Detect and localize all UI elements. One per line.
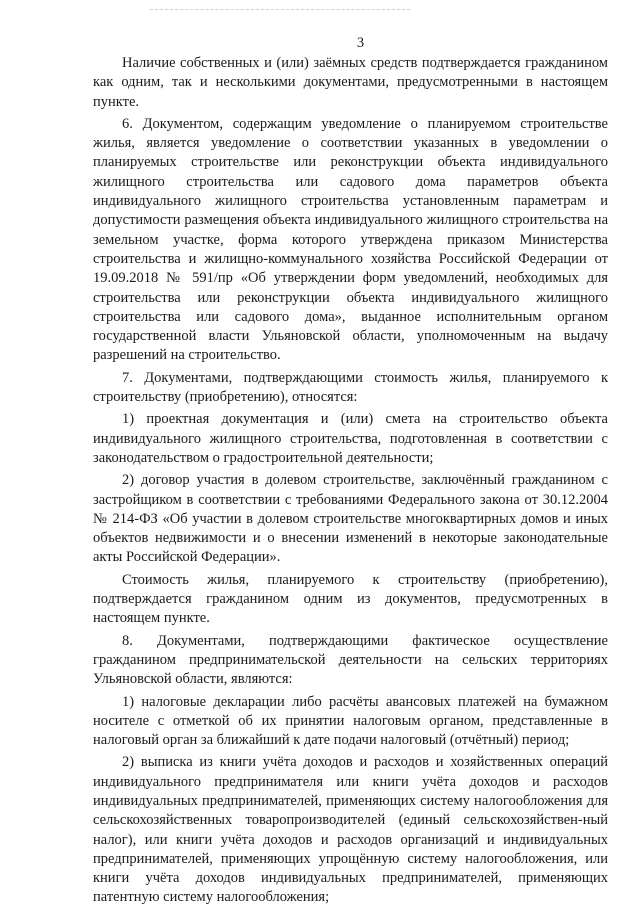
paragraph-housing-cost: Стоимость жилья, планируемого к строительству (приобретению), подтверждается гражданином одним из документов, предусмотренных в настоящем пункте. — [93, 571, 608, 627]
paragraph-own-funds: Наличие собственных и (или) заёмных средств подтверждается гражданином как одним, так и несколькими документами, предусмотренными в настоящем пункте. — [93, 55, 608, 110]
paragraph-item-8: 8. Документами, подтверждающими фактическое осуществление гражданином предпринимательской деятельности на сельских территориях Ульяновской области, являются: — [93, 632, 608, 688]
paragraph-item-7-sub-1: 1) проектная документация и (или) смета на строительство объекта индивидуального жилищного строительства, подготовленная в соответствии с законодательством о градостроительной деятельности; — [93, 411, 608, 466]
paragraph-item-8-sub-2: 2) выписка из книги учёта доходов и расходов и хозяйственных операций индивидуального предпринимателя или книги учёта доходов и расходов индивидуальных предпринимателей, применяющих систему налогообложения для сельскохозяйственных товаропроизводителей (единый сельскохозяйствен-ный налог), или книги учёта доходов и расходов организаций и индивидуальных предпринимателей, применяющих упрощённую систему налогообложения, или книги учёта доходов индивидуальных предпринимателей, применяющих патентную систему налогообложения; — [93, 754, 608, 906]
paragraph-item-8-sub-1: 1) налоговые декларации либо расчёты авансовых платежей на бумажном носителе с отметкой об их принятии налоговым органом, представленные в налоговый орган за ближайший к дате подачи налоговый (отчётный) период; — [93, 693, 608, 749]
paragraph-item-7-sub-2: 2) договор участия в долевом строительстве, заключённый гражданином с застройщиком в соответствии с требованиями Федерального закона от 30.12.2004 № 214-ФЗ «Об участии в долевом строительстве многоквартирных домов и иных объектов недвижимости и о внесении изменений в некоторые законодательные акты Российской Федерации». — [93, 472, 608, 566]
scan-artifact-line — [150, 9, 410, 10]
paragraph-item-6: 6. Документом, содержащим уведомление о планируемом строительстве жилья, является уведомление о соответствии указанных в уведомлении о планируемых строительстве или реконструкции объекта индивидуального жилищного строительства или садового дома параметров объекта индивидуального жилищного строительства установленным параметрам и допустимости размещения объекта индивидуального жилищного строительства на земельном участке, форма которого утверждена приказом Министерства строительства и жилищно-коммунального хозяйства Российской Федерации от 19.09.2018 № 591/пр «Об утверждении форм уведомлений, необходимых для строительства или реконструкции объекта индивидуального жилищного строительства или садового дома», выданное исполнительным органом государственной власти Ульяновской области, уполномоченным на выдачу разрешений на строительство. — [93, 115, 608, 364]
page-number: 3 — [356, 35, 365, 51]
paragraph-item-7: 7. Документами, подтверждающими стоимость жилья, планируемого к строительству (приобретению), относятся: — [93, 369, 608, 406]
